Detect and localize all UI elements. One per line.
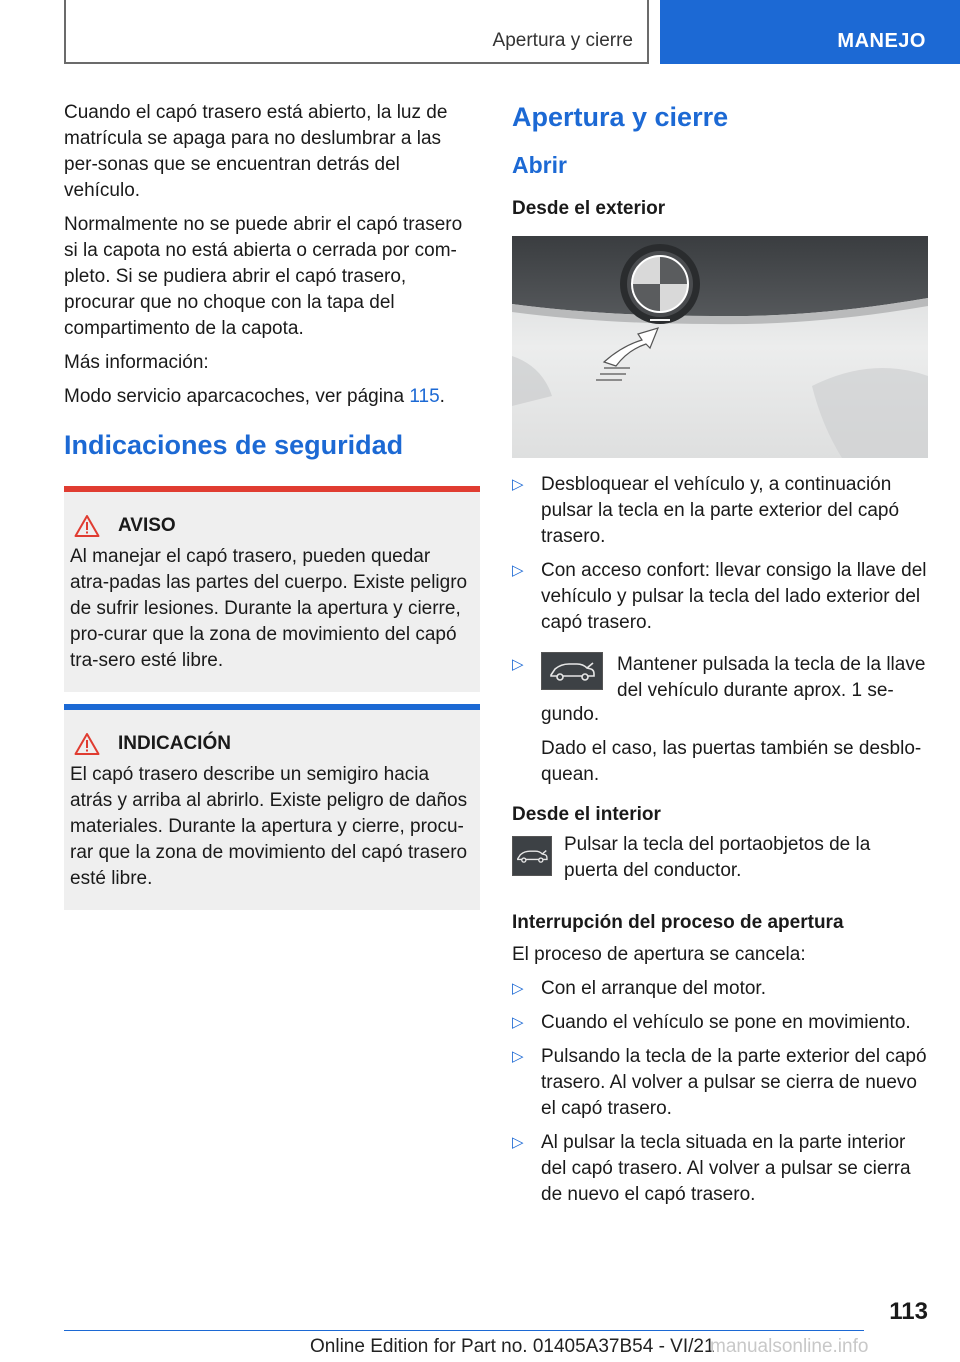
list-item-text: Al pulsar la tecla situada en la parte interior del capó trasero. Al volver a pulsar se cierra de nuevo el capó trasero. <box>541 1132 911 1205</box>
list-item <box>512 558 928 636</box>
bullet-marker: ▷ <box>512 1014 524 1031</box>
warning-title: AVISO <box>118 515 176 536</box>
bullet-marker: ▷ <box>512 980 524 997</box>
right-column <box>512 100 928 1216</box>
section-heading-safety: Indicaciones de seguridad <box>64 430 404 460</box>
list-item-text <box>541 652 928 704</box>
notice-box <box>64 704 480 910</box>
interruption-intro: El proceso de apertura se cancela: <box>512 944 806 965</box>
car-trunk-icon <box>547 660 597 682</box>
section-heading-opening: Apertura y cierre <box>512 102 729 132</box>
warning-triangle-icon <box>74 732 100 756</box>
bullet-marker: ▷ <box>512 656 524 673</box>
warning-box <box>64 486 480 692</box>
notice-title: INDICACIÓN <box>118 733 231 754</box>
bullet-marker: ▷ <box>512 1048 524 1065</box>
bullet-marker: ▷ <box>512 562 524 579</box>
list-item-text: Con acceso confort: llevar consigo la llave del vehículo y pulsar la tecla del lado exterior del capó trasero. <box>541 560 927 633</box>
key-instruction-continuation: gundo. <box>541 704 600 725</box>
link-prefix: Modo servicio aparcacoches, ver página <box>64 386 410 407</box>
list-item-text: Con el arranque del motor. <box>541 978 766 999</box>
link-suffix: . <box>439 386 445 407</box>
footer-edition: Online Edition for Part no. 01405A37B54 - VI/21 <box>310 1336 715 1357</box>
footer-watermark: manualsonline.info <box>710 1336 869 1357</box>
list-item-text: Desbloquear el vehículo y, a continuación pulsar la tecla en la parte exterior del capó trasero. <box>541 474 900 547</box>
left-column <box>64 100 480 910</box>
interior-text: Pulsar la tecla del portaobjetos de la puerta del conductor. <box>564 834 871 881</box>
trunk-lid-photo <box>512 236 928 458</box>
paragraph: Normalmente no se puede abrir el capó trasero si la capota no está abierta o cerrada por com-pleto. Si se pudiera abrir el capó trasero, procurar que no choque con la tapa del compartimento de la capota. <box>64 214 463 339</box>
warning-text: Al manejar el capó trasero, pueden quedar atra-padas las partes del cuerpo. Existe peligro de sufrir lesiones. Durante la apertura y cierre, pro-curar que la zona de movimiento del capó tra-sero esté libre. <box>70 546 468 671</box>
list-item <box>512 1044 928 1122</box>
key-instruction-line: del vehículo durante aprox. 1 se- <box>617 680 894 701</box>
list-item-text: Cuando el vehículo se pone en movimiento. <box>541 1012 911 1033</box>
footer-divider <box>64 1330 864 1331</box>
page-header <box>0 0 960 66</box>
door-trunk-button-icon <box>512 836 552 876</box>
subheading-open: Abrir <box>512 152 567 178</box>
subsection-exterior: Desde el exterior <box>512 198 666 219</box>
car-key-trunk-icon <box>541 652 603 690</box>
subsection-interruption: Interrupción del proceso de apertura <box>512 912 844 933</box>
page-number: 113 <box>889 1298 928 1325</box>
paragraph: Más información: <box>64 352 209 373</box>
list-item-text: Pulsando la tecla de la parte exterior del capó trasero. Al volver a pulsar se cierra de nuevo el capó trasero. <box>541 1046 927 1119</box>
list-item <box>512 1130 928 1208</box>
header-chapter-box <box>660 0 960 64</box>
header-section-title: Apertura y cierre <box>492 30 633 51</box>
header-chapter-title: MANEJO <box>837 30 926 52</box>
bullet-marker: ▷ <box>512 1134 524 1151</box>
trunk-lid-illustration <box>512 236 928 458</box>
warning-triangle-icon <box>74 514 100 538</box>
header-section-box <box>64 0 649 64</box>
bullet-marker: ▷ <box>512 476 524 493</box>
list-item-key <box>512 652 928 704</box>
notice-text: El capó trasero describe un semigiro hacia atrás y arriba al abrirlo. Existe peligro de daños materiales. Durante la apertura y cierre, procu-rar que la zona de movimiento del capó trasero esté libre. <box>70 764 468 889</box>
paragraph-with-link <box>64 384 480 410</box>
key-followup: Dado el caso, las puertas también se desblo-quean. <box>541 738 922 785</box>
car-trunk-icon <box>515 847 549 865</box>
list-item <box>512 1010 928 1036</box>
notice-title-row <box>74 732 470 756</box>
paragraph: Cuando el capó trasero está abierto, la luz de matrícula se apaga para no deslumbrar a las per-sonas que se encuentran detrás del vehículo. <box>64 102 448 201</box>
interior-row <box>512 832 928 884</box>
subsection-interior: Desde el interior <box>512 804 661 825</box>
warning-title-row <box>74 514 470 538</box>
page-link[interactable]: 115 <box>409 386 440 407</box>
key-instruction-lines <box>617 652 925 704</box>
list-item <box>512 472 928 550</box>
key-instruction-line: Mantener pulsada la tecla de la llave <box>617 654 926 675</box>
list-item <box>512 976 928 1002</box>
